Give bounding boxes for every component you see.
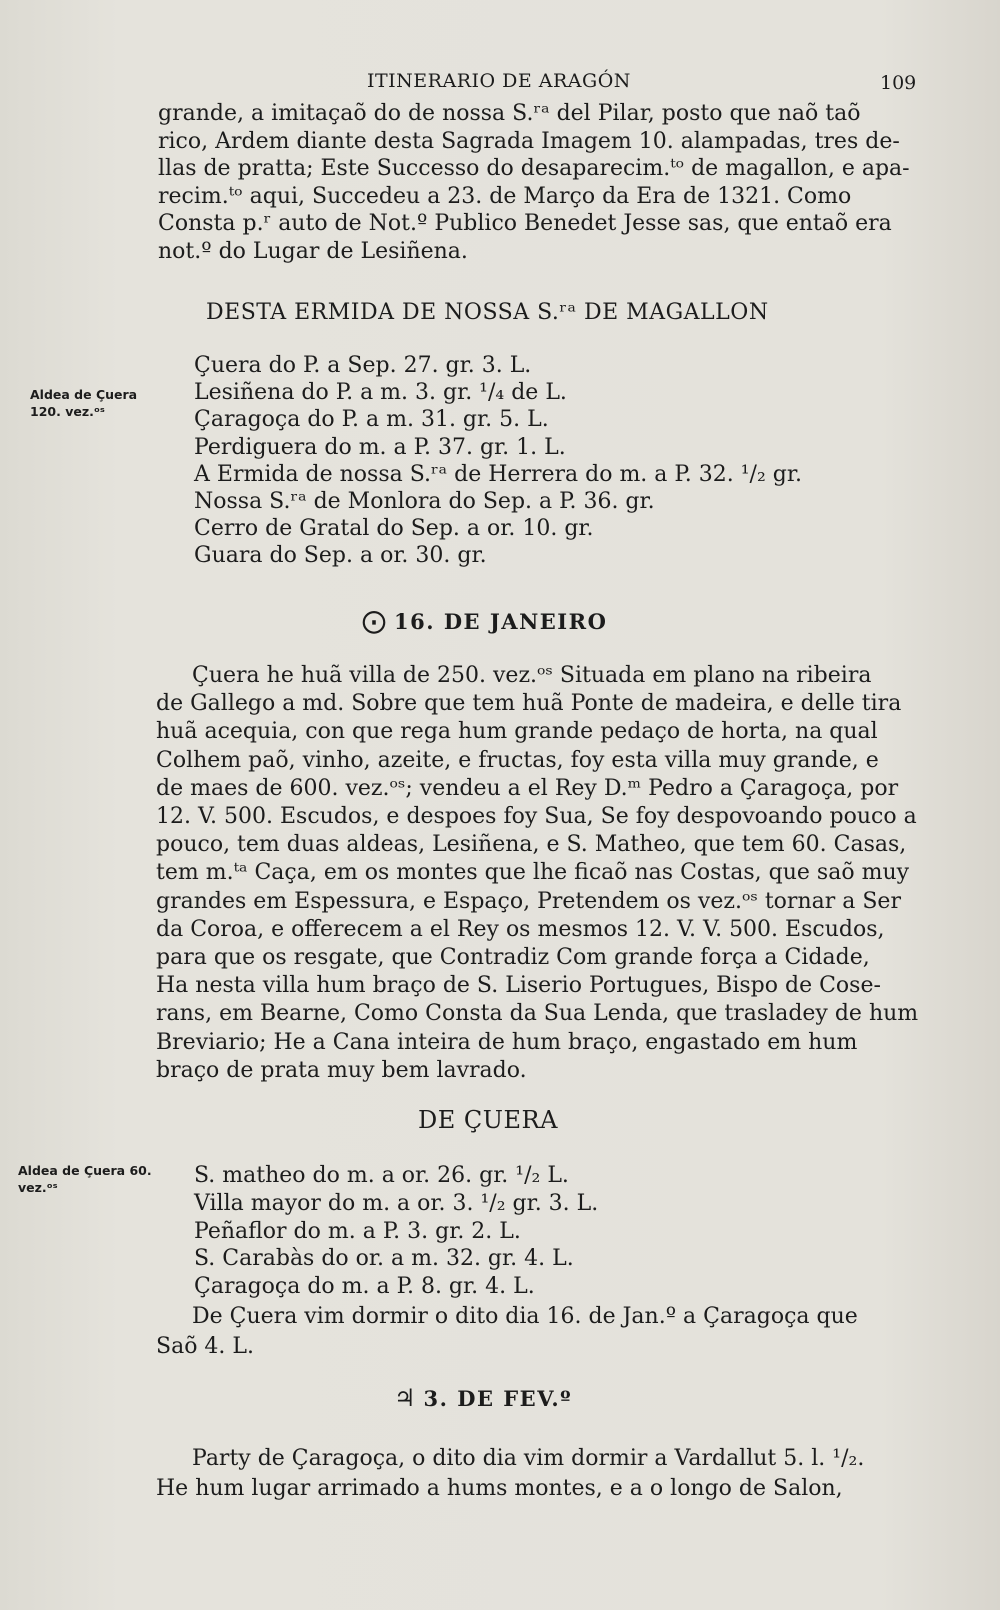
date-heading (394, 1384, 572, 1412)
list-item: Çuera do P. a Sep. 27. gr. 3. L. (194, 353, 532, 378)
running-head (0, 66, 1000, 96)
text-line: da Coroa, e offerecem a el Rey os mesmos 12. V. V. 500. Escudos, (156, 916, 885, 942)
marginal-note (18, 1162, 152, 1196)
list-item: A Ermida de nossa S.ʳᵃ de Herrera do m. a P. 32. ¹/₂ gr. (194, 461, 802, 487)
list-item: Lesiñena do P. a m. 3. gr. ¹/₄ de L. (194, 380, 567, 406)
sun-symbol-icon: ⨀ (362, 607, 386, 635)
text-line: Party de Çaragoça, o dito dia vim dormir a Vardallut 5. l. ¹/₂. (192, 1446, 865, 1471)
text-line: grandes em Espessura, e Espaço, Pretendem os vez.ᵒˢ tornar a Ser (156, 888, 901, 914)
paragraph-cuera (156, 662, 919, 1085)
paragraph-continuation (158, 100, 910, 265)
jupiter-symbol-icon: ♃ (394, 1384, 416, 1412)
marginal-note-line: 120. vez.ᵒˢ (30, 404, 105, 419)
text-line: para que os resgate, que Contradiz Com grande força a Cidade, (156, 945, 870, 971)
list-item: Çaragoça do P. a m. 31. gr. 5. L. (194, 407, 549, 433)
date-heading (362, 607, 607, 635)
section-heading: DE ÇUERA (418, 1106, 558, 1134)
list-item: S. matheo do m. a or. 26. gr. ¹/₂ L. (194, 1163, 569, 1188)
marginal-note-line: Aldea de Çuera (30, 387, 138, 402)
text-line: llas de pratta; Este Successo do desaparecim.ᵗᵒ de magallon, e apa- (158, 156, 910, 181)
marginal-note-line: vez.ᵒˢ (18, 1180, 58, 1195)
list-item: Guara do Sep. a or. 30. gr. (194, 543, 487, 569)
text-line: de Gallego a md. Sobre que tem huã Ponte de madeira, e delle tira (156, 691, 902, 717)
text-line: tem m.ᵗᵃ Caça, em os montes que lhe ficaõ nas Costas, que saõ muy (156, 860, 910, 886)
text-line: recim.ᵗᵒ aqui, Succedeu a 23. de Março da Era de 1321. Como (158, 183, 852, 209)
text-line: Ha nesta villa hum braço de S. Liserio Portugues, Bispo de Cose- (156, 973, 881, 999)
text-line: pouco, tem duas aldeas, Lesiñena, e S. Matheo, que tem 60. Casas, (156, 832, 907, 858)
text-line: not.º do Lugar de Lesiñena. (158, 238, 468, 264)
marginal-note-line: Aldea de Çuera 60. (18, 1163, 152, 1178)
travel-note (156, 1302, 858, 1362)
text-line: Consta p.ʳ auto de Not.º Publico Benedet Jesse sas, que entaõ era (158, 211, 892, 236)
marginal-note (30, 386, 137, 420)
text-line: De Çuera vim dormir o dito dia 16. de Jan.º a Çaragoça que (192, 1304, 858, 1329)
list-item: S. Carabàs do or. a m. 32. gr. 4. L. (194, 1246, 574, 1272)
text-line: He hum lugar arrimado a hums montes, e a o longo de Salon, (156, 1476, 843, 1501)
list-item: Perdiguera do m. a P. 37. gr. 1. L. (194, 434, 566, 460)
running-title: ITINERARIO DE ARAGÓN (367, 70, 631, 92)
text-line: Saõ 4. L. (156, 1334, 255, 1359)
text-line: Colhem paõ, vinho, azeite, e fructas, foy esta villa muy grande, e (156, 747, 879, 773)
text-line: 12. V. 500. Escudos, e despoes foy Sua, Se foy despovoando pouco a (156, 804, 917, 830)
paragraph-departure (156, 1444, 865, 1504)
text-line: Breviario; He a Cana inteira de hum braço, engastado em hum (156, 1029, 858, 1055)
text-line: de maes de 600. vez.ᵒˢ; vendeu a el Rey D.ᵐ Pedro a Çaragoça, por (156, 775, 899, 801)
list-item: Cerro de Gratal do Sep. a or. 10. gr. (194, 516, 594, 542)
text-line: grande, a imitaçaõ do de nossa S.ʳᵃ del Pilar, posto que naõ taõ (158, 101, 861, 126)
date-heading-text: 16. DE JANEIRO (394, 609, 608, 634)
page-number: 109 (880, 72, 917, 94)
text-line: Çuera he huã villa de 250. vez.ᵒˢ Situada em plano na ribeira (192, 663, 872, 688)
bearing-list (194, 352, 802, 570)
list-item: Peñaflor do m. a P. 3. gr. 2. L. (194, 1218, 521, 1244)
text-line: rico, Ardem diante desta Sagrada Imagem 10. alampadas, tres de- (158, 128, 900, 154)
text-line: braço de prata muy bem lavrado. (156, 1057, 527, 1083)
list-item: Villa mayor do m. a or. 3. ¹/₂ gr. 3. L. (194, 1190, 599, 1216)
list-item: Çaragoça do m. a P. 8. gr. 4. L. (194, 1274, 535, 1300)
section-heading: DESTA ERMIDA DE NOSSA S.ʳᵃ DE MAGALLON (206, 300, 769, 325)
list-item: Nossa S.ʳᵃ de Monlora do Sep. a P. 36. gr. (194, 489, 655, 515)
text-line: rans, em Bearne, Como Consta da Sua Lenda, que trasladey de hum (156, 1001, 919, 1027)
text-line: huã acequia, con que rega hum grande pedaço de horta, na qual (156, 719, 878, 745)
bearing-list (194, 1162, 598, 1301)
date-heading-text: 3. DE FEV.º (423, 1386, 573, 1411)
